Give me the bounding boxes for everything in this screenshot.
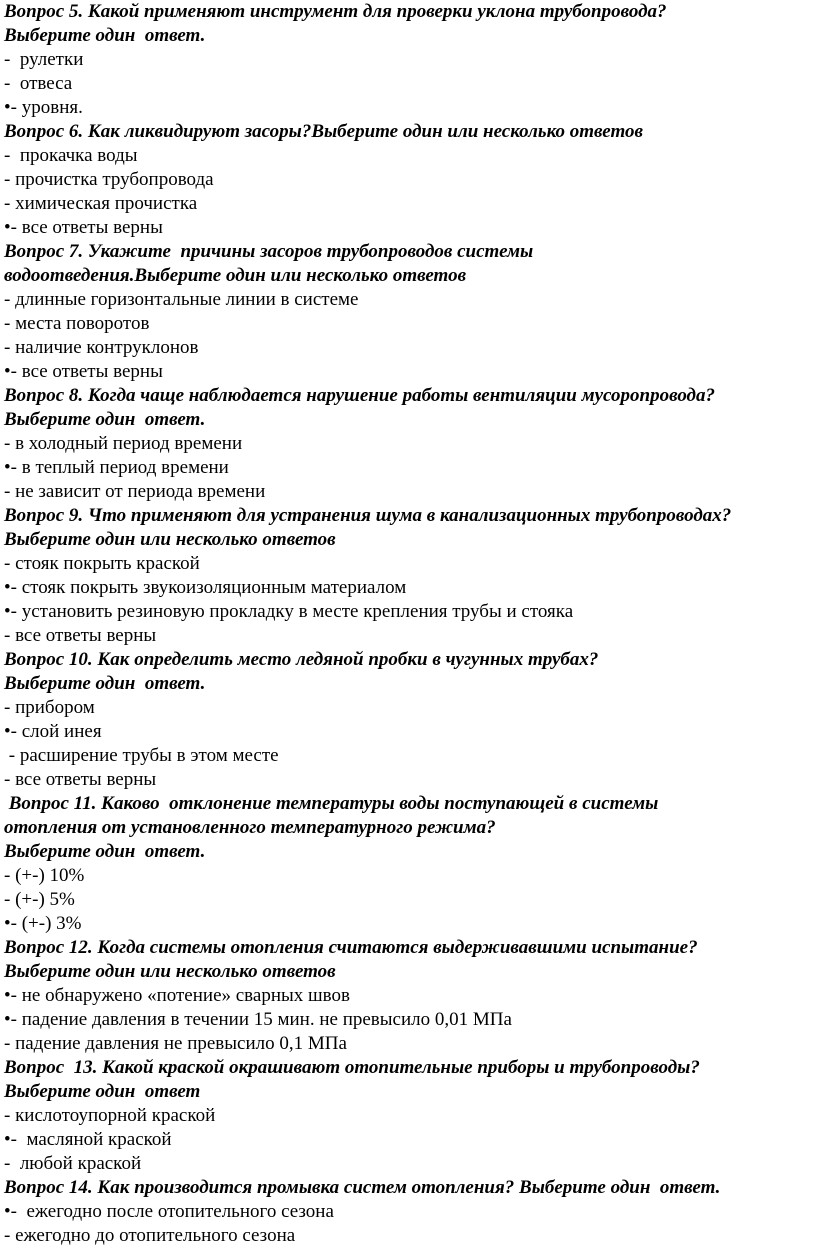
question-heading: Вопрос 10. Как определить место ледяной пробки в чугунных трубах?	[4, 649, 599, 670]
question-heading: Вопрос 5. Какой применяют инструмент для проверки уклона трубопровода?	[4, 1, 667, 22]
answer-option: - все ответы верны	[4, 769, 157, 790]
answer-option: - длинные горизонтальные линии в системе	[4, 289, 359, 310]
answer-option: - отвеса	[4, 73, 73, 94]
question-heading: Вопрос 12. Когда системы отопления считаются выдерживавшими испытание?	[4, 937, 698, 958]
question-heading: Вопрос 11. Каково отклонение температуры воды поступающей в системы	[4, 793, 659, 814]
answer-option: - стояк покрыть краской	[4, 553, 200, 574]
answer-option: - ежегодно до отопительного сезона	[4, 1225, 296, 1246]
answer-option: - прибором	[4, 697, 95, 718]
answer-option: - в холодный период времени	[4, 433, 243, 454]
answer-option: - наличие контруклонов	[4, 337, 199, 358]
question-heading: отопления от установленного температурного режима?	[4, 817, 496, 838]
answer-option: - не зависит от периода времени	[4, 481, 266, 502]
question-heading: Вопрос 6. Как ликвидируют засоры?Выберите один или несколько ответов	[4, 121, 643, 142]
answer-option: •- масляной краской	[4, 1129, 172, 1150]
question-heading: Выберите один ответ	[4, 1081, 201, 1102]
question-heading: Вопрос 9. Что применяют для устранения шума в канализационных трубопроводах?	[4, 505, 732, 526]
question-heading: Вопрос 13. Какой краской окрашивают отопительные приборы и трубопроводы?	[4, 1057, 700, 1078]
question-heading: Выберите один ответ.	[4, 673, 206, 694]
answer-option: •- установить резиновую прокладку в месте крепления трубы и стояка	[4, 601, 574, 622]
answer-option: - места поворотов	[4, 313, 150, 334]
answer-option: •- падение давления в течении 15 мин. не превысило 0,01 МПа	[4, 1009, 512, 1030]
answer-option: - химическая прочистка	[4, 193, 198, 214]
answer-option: - кислотоупорной краской	[4, 1105, 216, 1126]
answer-option: •- уровня.	[4, 97, 83, 118]
answer-option: - падение давления не превысило 0,1 МПа	[4, 1033, 347, 1054]
question-heading: Выберите один ответ.	[4, 409, 206, 430]
question-heading: Выберите один ответ.	[4, 841, 206, 862]
answer-option: •- все ответы верны	[4, 361, 163, 382]
question-heading: Вопрос 7. Укажите причины засоров трубопроводов системы	[4, 241, 534, 262]
answer-option: •- стояк покрыть звукоизоляционным материалом	[4, 577, 407, 598]
answer-option: - (+-) 5%	[4, 889, 75, 910]
answer-option: - (+-) 10%	[4, 865, 85, 886]
answer-option: •- слой инея	[4, 721, 102, 742]
question-heading: Вопрос 8. Когда чаще наблюдается нарушение работы вентиляции мусоропровода?	[4, 385, 715, 406]
question-heading: водоотведения.Выберите один или несколько ответов	[4, 265, 467, 286]
answer-option: - прочистка трубопровода	[4, 169, 214, 190]
answer-option: - любой краской	[4, 1153, 142, 1174]
question-heading: Вопрос 14. Как производится промывка систем отопления? Выберите один ответ.	[4, 1177, 721, 1198]
question-heading: Выберите один или несколько ответов	[4, 961, 336, 982]
answer-option: - рулетки	[4, 49, 84, 70]
question-heading: Выберите один ответ.	[4, 25, 206, 46]
question-heading: Выберите один или несколько ответов	[4, 529, 336, 550]
answer-option: - все ответы верны	[4, 625, 157, 646]
answer-option: •- в теплый период времени	[4, 457, 229, 478]
answer-option: •- ежегодно после отопительного сезона	[4, 1201, 334, 1222]
answer-option: •- не обнаружено «потение» сварных швов	[4, 985, 350, 1006]
answer-option: - расширение трубы в этом месте	[4, 745, 279, 766]
answer-option: •- (+-) 3%	[4, 913, 82, 934]
answer-option: •- все ответы верны	[4, 217, 163, 238]
answer-option: - прокачка воды	[4, 145, 138, 166]
